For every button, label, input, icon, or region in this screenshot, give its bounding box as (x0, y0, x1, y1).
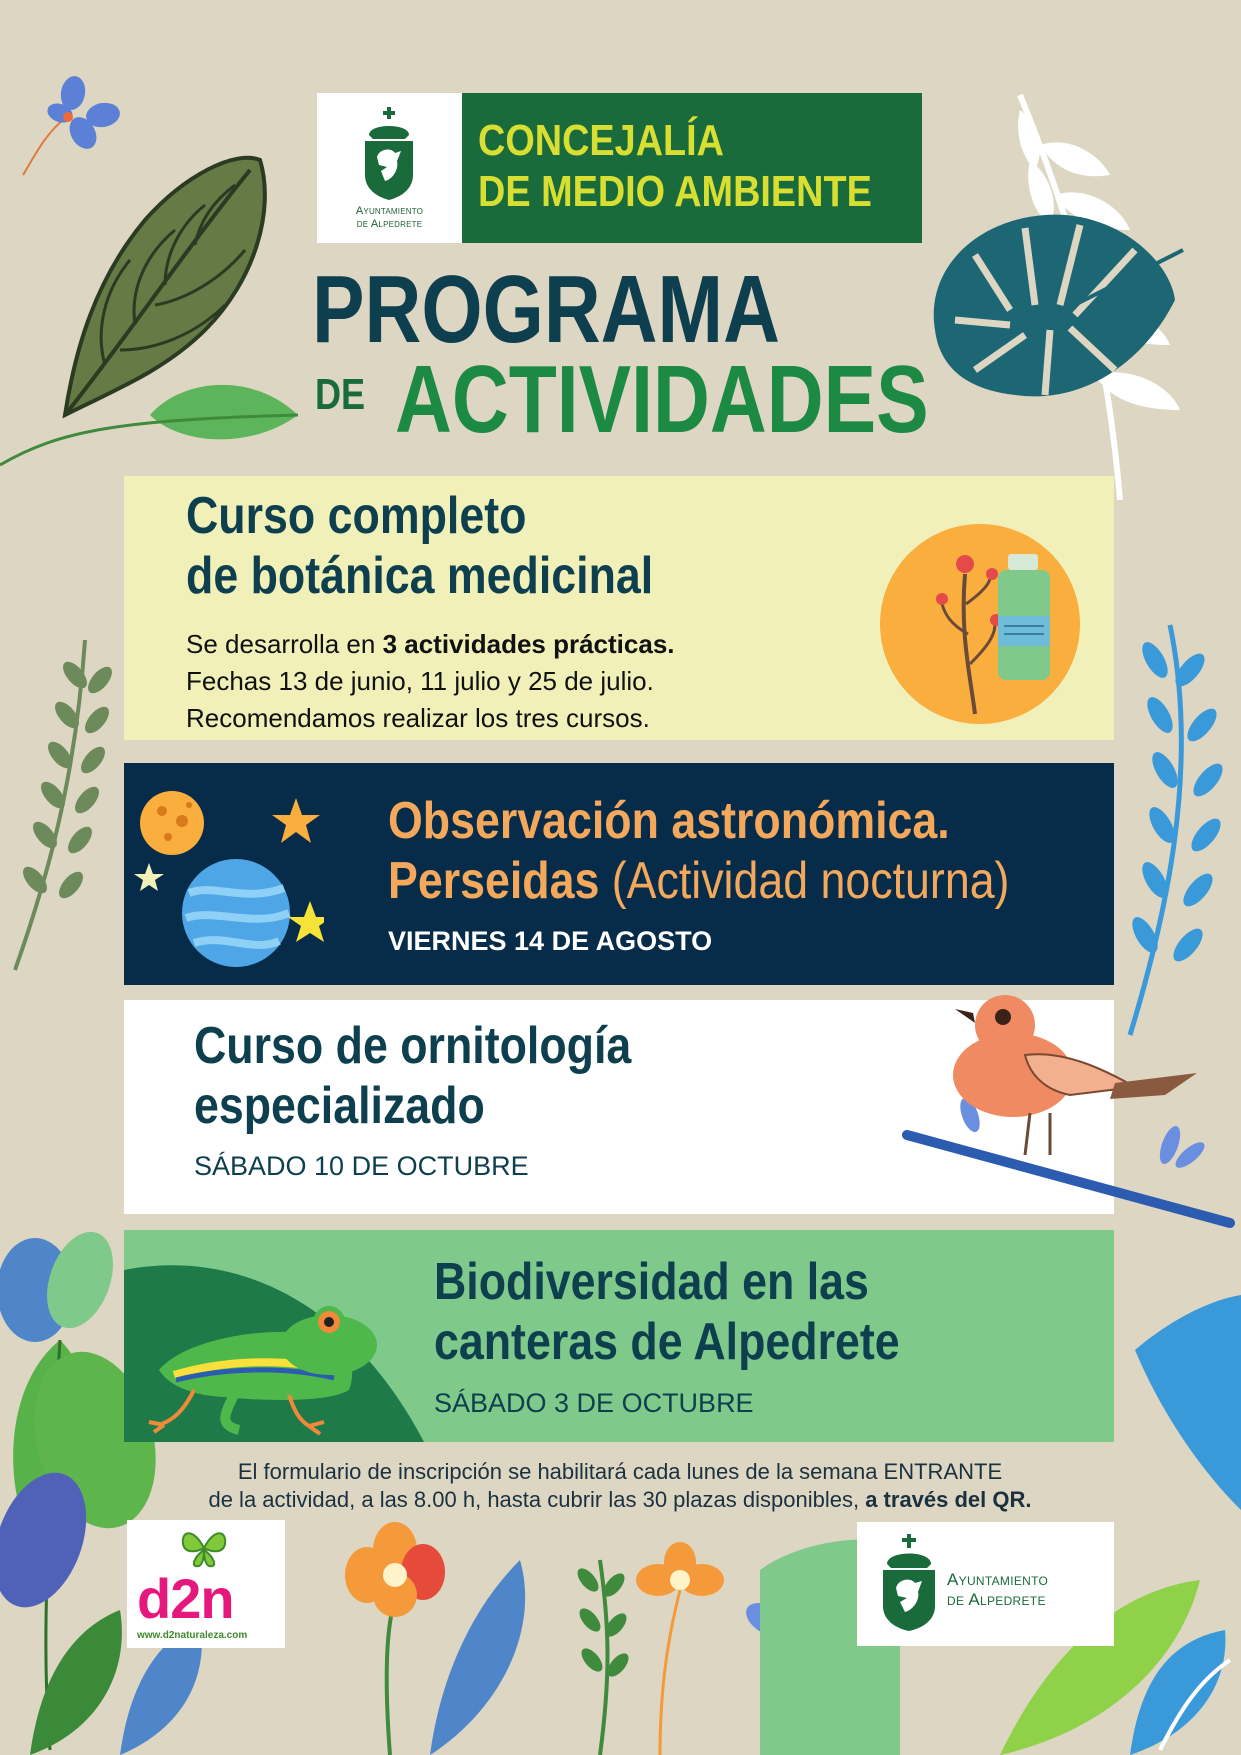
activity-title-line2: canteras de Alpedrete (434, 1313, 900, 1371)
monstera-leaf-icon (915, 210, 1185, 410)
planets-stars-icon (134, 783, 324, 973)
municipality-name-line2: de Alpedrete (356, 218, 423, 230)
activity-title-line2: de botánica medicinal (186, 547, 654, 605)
activity-panel-astronomy (124, 763, 1114, 985)
frog-icon (124, 1230, 424, 1442)
d2n-logo (127, 1520, 285, 1648)
d2n-url: www.d2naturaleza.com (137, 1630, 248, 1641)
department-line1: CONCEJALÍA (478, 116, 724, 165)
registration-note-line2: de la actividad, a las 8.00 h, hasta cubrir las 30 plazas disponibles, (208, 1487, 866, 1512)
municipality-logo-footer (857, 1522, 1114, 1646)
municipality-name (947, 1570, 1048, 1610)
registration-note-line1: El formulario de inscripción se habilitará cada lunes de la semana ENTRANTE (237, 1459, 1003, 1484)
description-line1-part1: Se desarrolla en (186, 629, 383, 659)
activity-title-line1: Curso de ornitología (194, 1017, 632, 1075)
bird-on-branch-icon (905, 995, 1241, 1235)
activity-title (434, 1252, 900, 1372)
activity-title-line1: Observación astronómica. (388, 792, 950, 850)
page-title-line2: ACTIVIDADES (395, 346, 929, 453)
activity-panel-biodiversity (124, 1230, 1114, 1442)
d2n-logo-text: d2n (137, 1567, 234, 1630)
municipality-name (317, 205, 462, 231)
small-green-leaf-icon (0, 375, 300, 470)
blue-fern-right-icon (1110, 620, 1240, 1040)
activity-title (186, 486, 653, 606)
municipality-name-line1: Ayuntamiento (947, 1570, 1049, 1589)
activity-title-line2: especializado (194, 1077, 485, 1135)
herbal-remedy-icon (880, 524, 1080, 724)
butterfly-icon (179, 1526, 229, 1570)
activity-title-line1: Biodiversidad en las (434, 1253, 869, 1311)
activity-title (388, 791, 1009, 911)
activity-panel-botany (124, 476, 1114, 740)
municipality-name-line2: de Alpedrete (947, 1590, 1046, 1609)
activity-description (186, 626, 675, 737)
coat-of-arms-icon (879, 1532, 939, 1632)
activity-title-line2-bold: Perseidas (388, 852, 600, 910)
registration-note-qr: a través del QR. (865, 1487, 1032, 1512)
activity-title-line2-light: (Actividad nocturna) (599, 852, 1010, 910)
municipality-name-line1: Ayuntamiento (355, 205, 424, 217)
registration-note (150, 1458, 1090, 1514)
description-line2: Fechas 13 de junio, 11 julio y 25 de julio. (186, 666, 654, 696)
activity-date: VIERNES 14 DE AGOSTO (388, 926, 713, 956)
page-title-line1: PROGRAMA (312, 256, 780, 363)
green-fern-left-icon (5, 635, 135, 975)
description-line1-part2: 3 actividades prácticas. (382, 629, 675, 659)
page-title-prefix: DE (315, 370, 366, 419)
department-banner (462, 93, 922, 243)
description-line3: Recomendamos realizar los tres cursos. (186, 703, 650, 733)
activity-date: SÁBADO 3 DE OCTUBRE (434, 1388, 754, 1418)
activity-title (194, 1016, 631, 1136)
activity-date: SÁBADO 10 DE OCTUBRE (194, 1151, 529, 1181)
activity-title-line1: Curso completo (186, 487, 527, 545)
department-line2: DE MEDIO AMBIENTE (478, 167, 872, 216)
coat-of-arms-icon (359, 105, 419, 201)
municipality-logo (317, 93, 462, 243)
